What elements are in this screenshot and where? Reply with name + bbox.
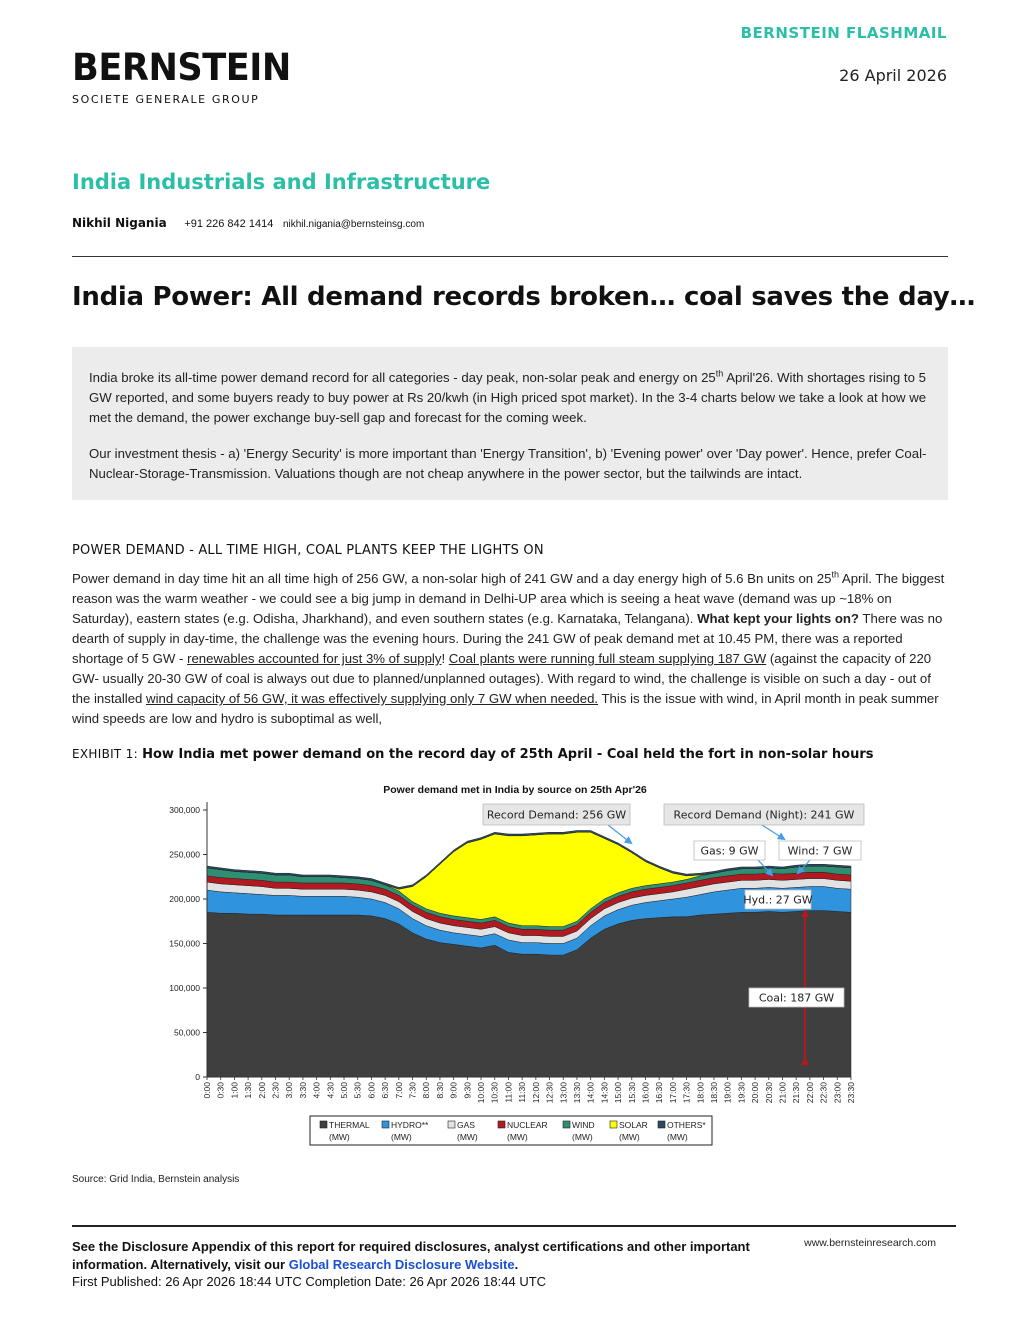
x-tick-label: 10:00 <box>476 1082 487 1104</box>
x-tick-label: 5:00 <box>339 1082 350 1099</box>
summary-paragraph-2: Our investment thesis - a) 'Energy Security' is more important than 'Energy Transition', b) 'Evening power' over 'Day power'. Hence, prefer Coal-Nuclear-Storage-Transmission. Valuations though are not cheap anywhere in the power sector, but the tailwinds are intact. <box>89 446 927 481</box>
legend-unit: (MW) <box>619 1132 640 1142</box>
x-tick-label: 5:30 <box>352 1082 363 1099</box>
legend-swatch <box>498 1121 505 1128</box>
summary-box <box>72 347 948 500</box>
x-tick-label: 13:30 <box>571 1082 582 1104</box>
x-tick-label: 23:30 <box>846 1082 856 1104</box>
footer-divider <box>72 1225 956 1227</box>
x-tick-label: 6:30 <box>380 1082 391 1099</box>
x-tick-label: 1:00 <box>229 1082 240 1099</box>
x-tick-label: 20:30 <box>763 1082 774 1104</box>
y-tick-label: 50,000 <box>174 1027 200 1038</box>
header-divider <box>72 256 948 257</box>
legend-unit: (MW) <box>572 1132 593 1142</box>
chart-source: Source: Grid India, Bernstein analysis <box>72 1174 240 1185</box>
legend-label: NUCLEAR <box>507 1120 548 1130</box>
legend-swatch <box>448 1121 455 1128</box>
headline: India Power: All demand records broken… coal saves the day… <box>72 282 976 312</box>
disclosure-text: See the Disclosure Appendix of this report for required disclosures, analyst certifications and other important information. Alternatively, visit our Global Research Disclosure Website. <box>72 1239 750 1272</box>
x-tick-label: 6:00 <box>366 1082 377 1099</box>
legend-label: THERMAL <box>329 1120 370 1130</box>
annotation-label: Record Demand: 256 GW <box>486 808 627 822</box>
chart-areas <box>207 830 851 1077</box>
x-tick-label: 2:30 <box>270 1082 281 1099</box>
x-tick-label: 20:00 <box>750 1082 761 1104</box>
legend-swatch <box>658 1121 665 1128</box>
x-tick-label: 15:30 <box>626 1082 637 1104</box>
report-date: 26 April 2026 <box>839 66 947 85</box>
x-tick-label: 18:30 <box>708 1082 719 1104</box>
x-tick-label: 19:30 <box>736 1082 747 1104</box>
y-tick-label: 0 <box>195 1072 200 1082</box>
legend-label: WIND <box>572 1120 595 1130</box>
x-tick-label: 11:00 <box>503 1082 514 1103</box>
power-demand-chart <box>150 775 880 1150</box>
x-tick-label: 12:30 <box>544 1082 555 1104</box>
analyst-info <box>72 215 424 230</box>
x-tick-label: 1:30 <box>243 1082 254 1099</box>
bernstein-logo: BERNSTEIN <box>72 46 291 89</box>
legend-unit: (MW) <box>507 1132 528 1142</box>
x-tick-label: 10:30 <box>489 1082 500 1104</box>
disclosure-link[interactable]: Global Research Disclosure Website <box>288 1257 515 1272</box>
y-tick-label: 100,000 <box>169 983 200 993</box>
legend-swatch <box>610 1121 617 1128</box>
section-title: POWER DEMAND - ALL TIME HIGH, COAL PLANTS KEEP THE LIGHTS ON <box>72 543 544 558</box>
x-tick-label: 8:00 <box>421 1082 432 1099</box>
x-tick-label: 22:00 <box>804 1082 815 1104</box>
annotation-label: Hyd.: 27 GW <box>743 893 813 907</box>
x-tick-label: 0:00 <box>202 1082 212 1099</box>
legend-swatch <box>320 1121 327 1128</box>
x-tick-label: 18:00 <box>695 1082 706 1104</box>
x-tick-label: 4:00 <box>311 1082 322 1099</box>
legend-unit: (MW) <box>457 1132 478 1142</box>
x-tick-label: 3:00 <box>284 1082 295 1099</box>
legend-label: HYDRO** <box>391 1120 429 1130</box>
analyst-phone: +91 226 842 1414 <box>184 218 274 230</box>
annotation-label: Coal: 187 GW <box>758 991 835 1005</box>
x-tick-label: 16:00 <box>640 1082 651 1104</box>
analyst-email[interactable]: nikhil.nigania@bernsteinsg.com <box>282 219 425 230</box>
chart-legend <box>310 1116 712 1145</box>
legend-unit: (MW) <box>667 1132 688 1142</box>
x-tick-label: 13:00 <box>558 1082 569 1104</box>
x-tick-label: 14:00 <box>585 1082 596 1104</box>
x-tick-label: 17:00 <box>667 1082 678 1104</box>
section-body: Power demand in day time hit an all time high of 256 GW, a non-solar high of 241 GW and a day energy high of 5.6 Bn units on 25th April. The biggest reason was the warm weather - we could see a big jump in demand in Delhi-UP area which is seeing a heat wave (demand was up ~18% on Saturday), eastern states (e.g. Odisha, Jharkhand), and even southern states (e.g. Karnataka, Telangana). What kept your lights on? There was no dearth of supply in day-time, the challenge was the evening hours. During the 241 GW of peak demand met at 10.45 PM, there was a reported shortage of 5 GW - renewables accounted for just 3% of supply! Coal plants were running full steam supplying 187 GW (against the capacity of 220 GW- usually 20-30 GW of coal is always out due to planned/unplanned outages). With regard to wind, the challenge is visible on such a day - out of the installed wind capacity of 56 GW, it was effectively supplying only 7 GW when needed. This is the issue with wind, in April month in peak summer wind speeds are low and hydro is suboptimal as well, <box>72 569 945 726</box>
sector-title: India Industrials and Infrastructure <box>72 170 491 194</box>
x-tick-label: 4:30 <box>325 1082 336 1099</box>
legend-unit: (MW) <box>391 1132 412 1142</box>
x-tick-label: 12:00 <box>530 1082 541 1104</box>
x-tick-label: 11:30 <box>517 1082 528 1103</box>
x-tick-label: 23:00 <box>832 1082 843 1104</box>
x-tick-label: 21:00 <box>777 1082 788 1104</box>
x-tick-label: 7:00 <box>393 1082 404 1099</box>
x-tick-label: 7:30 <box>407 1082 418 1099</box>
link-renewables[interactable]: renewables accounted for just 3% of supply <box>187 651 442 666</box>
x-tick-label: 9:30 <box>462 1082 473 1099</box>
footer-url[interactable]: www.bernsteinresearch.com <box>804 1237 936 1249</box>
x-tick-label: 22:30 <box>818 1082 829 1104</box>
legend-unit: (MW) <box>329 1132 350 1142</box>
logo-subtitle: SOCIETE GENERALE GROUP <box>72 93 260 106</box>
x-tick-label: 0:30 <box>215 1082 226 1099</box>
analyst-name: Nikhil Nigania <box>72 216 167 230</box>
legend-label: GAS <box>457 1120 475 1130</box>
exhibit-title: EXHIBIT 1: How India met power demand on the record day of 25th April - Coal held the fort in non-solar hours <box>72 747 874 762</box>
flashmail-label: BERNSTEIN FLASHMAIL <box>740 24 947 42</box>
legend-label: OTHERS* <box>667 1120 706 1130</box>
chart-title: Power demand met in India by source on 25th Apr'26 <box>383 784 647 796</box>
y-tick-label: 200,000 <box>169 894 200 904</box>
x-tick-label: 2:00 <box>256 1082 267 1099</box>
legend-swatch <box>382 1121 389 1128</box>
annotation-arrow <box>762 825 784 839</box>
x-tick-label: 15:00 <box>613 1082 624 1104</box>
summary-paragraph-1: India broke its all-time power demand record for all categories - day peak, non-solar peak and energy on 25th April'26. With shortages rising to 5 GW reported, and some buyers ready to buy power at Rs 20/kwh (in High priced spot market). In the 3-4 charts below we take a look at how we met the demand, the power exchange buy-sell gap and forecast for the coming week. <box>89 368 927 425</box>
publish-info: First Published: 26 Apr 2026 18:44 UTC Completion Date: 26 Apr 2026 18:44 UTC <box>72 1274 547 1289</box>
legend-label: SOLAR <box>619 1120 648 1130</box>
x-tick-label: 16:30 <box>654 1082 665 1104</box>
x-tick-label: 3:30 <box>297 1082 308 1099</box>
legend-swatch <box>563 1121 570 1128</box>
link-coal[interactable]: Coal plants were running full steam supplying 187 GW <box>448 651 767 666</box>
link-wind[interactable]: wind capacity of 56 GW, it was effectively supplying only 7 GW when needed. <box>146 691 599 706</box>
x-tick-label: 19:00 <box>722 1082 733 1104</box>
x-tick-label: 21:30 <box>791 1082 802 1104</box>
annotation-label: Record Demand (Night): 241 GW <box>673 808 855 822</box>
annotation-label: Wind: 7 GW <box>787 844 853 858</box>
y-tick-label: 150,000 <box>169 938 200 949</box>
y-tick-label: 300,000 <box>169 805 200 815</box>
x-tick-label: 17:30 <box>681 1082 692 1104</box>
y-tick-label: 250,000 <box>169 849 200 860</box>
x-tick-label: 9:00 <box>448 1082 459 1099</box>
x-tick-label: 8:30 <box>434 1082 445 1099</box>
x-tick-label: 14:30 <box>599 1082 610 1104</box>
annotation-label: Gas: 9 GW <box>700 844 759 858</box>
